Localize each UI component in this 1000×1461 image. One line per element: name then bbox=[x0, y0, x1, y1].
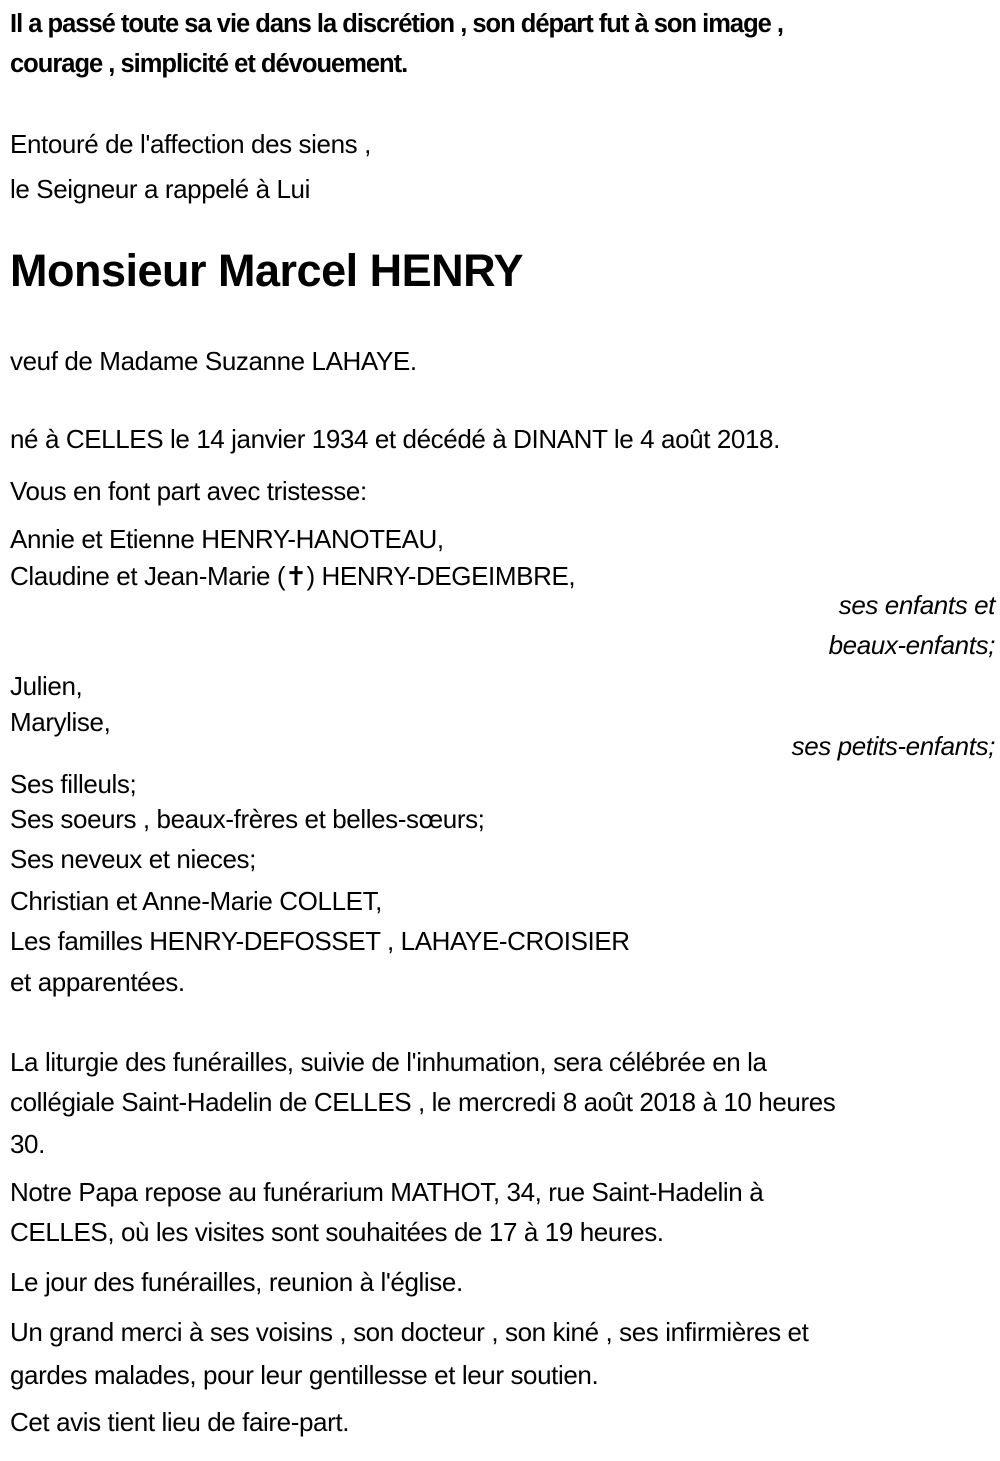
birth-death-line: né à CELLES le 14 janvier 1934 et décédé à DINANT le 4 août 2018. bbox=[10, 424, 780, 454]
thanks-line: Un grand merci à ses voisins , son docteur , son kiné , ses infirmières et bbox=[10, 1317, 809, 1347]
grandchildren-relation-label: ses petits-enfants; bbox=[791, 731, 995, 761]
children-relation-label-line-1: ses enfants et bbox=[838, 590, 995, 620]
mourner-grandchild-line: Marylise, bbox=[10, 707, 111, 737]
mourner-relative-line: Ses neveux et nieces; bbox=[10, 844, 256, 874]
opening-line-1: Entouré de l'affection des siens , bbox=[10, 129, 371, 159]
thanks-line: gardes malades, pour leur gentillesse et leur soutien. bbox=[10, 1360, 599, 1390]
announcement-line: Vous en font part avec tristesse: bbox=[10, 476, 367, 506]
mourner-child-line: Claudine et Jean-Marie (✝) HENRY-DEGEIMBRE, bbox=[10, 561, 576, 591]
ceremony-line: La liturgie des funérailles, suivie de l'inhumation, sera célébrée en la bbox=[10, 1047, 767, 1077]
epitaph-line-2: courage , simplicité et dévouement. bbox=[10, 50, 408, 78]
mourner-relative-line: Ses soeurs , beaux-frères et belles-sœurs; bbox=[10, 804, 485, 834]
epitaph-line-1: Il a passé toute sa vie dans la discrétion , son départ fut à son image , bbox=[10, 10, 783, 38]
children-relation-label-line-2: beaux-enfants; bbox=[828, 630, 995, 660]
mourner-relative-line: Christian et Anne-Marie COLLET, bbox=[10, 886, 382, 916]
opening-line-2: le Seigneur a rappelé à Lui bbox=[10, 174, 310, 204]
ceremony-line: 30. bbox=[10, 1129, 45, 1159]
marital-status-line: veuf de Madame Suzanne LAHAYE. bbox=[10, 346, 417, 376]
repose-line: Notre Papa repose au funérarium MATHOT, 34, rue Saint-Hadelin à bbox=[10, 1177, 764, 1207]
closing-line: Cet avis tient lieu de faire-part. bbox=[10, 1407, 350, 1437]
mourner-grandchild-line: Julien, bbox=[10, 671, 83, 701]
mourner-child-line: Annie et Etienne HENRY-HANOTEAU, bbox=[10, 524, 444, 554]
mourner-relative-line: Ses filleuls; bbox=[10, 769, 137, 799]
gathering-line: Le jour des funérailles, reunion à l'église. bbox=[10, 1267, 463, 1297]
repose-line: CELLES, où les visites sont souhaitées de 17 à 19 heures. bbox=[10, 1217, 664, 1247]
mourner-relative-line: et apparentées. bbox=[10, 967, 185, 997]
ceremony-line: collégiale Saint-Hadelin de CELLES , le mercredi 8 août 2018 à 10 heures bbox=[10, 1087, 836, 1117]
deceased-name-title: Monsieur Marcel HENRY bbox=[10, 245, 523, 296]
mourner-relative-line: Les familles HENRY-DEFOSSET , LAHAYE-CROISIER bbox=[10, 926, 630, 956]
